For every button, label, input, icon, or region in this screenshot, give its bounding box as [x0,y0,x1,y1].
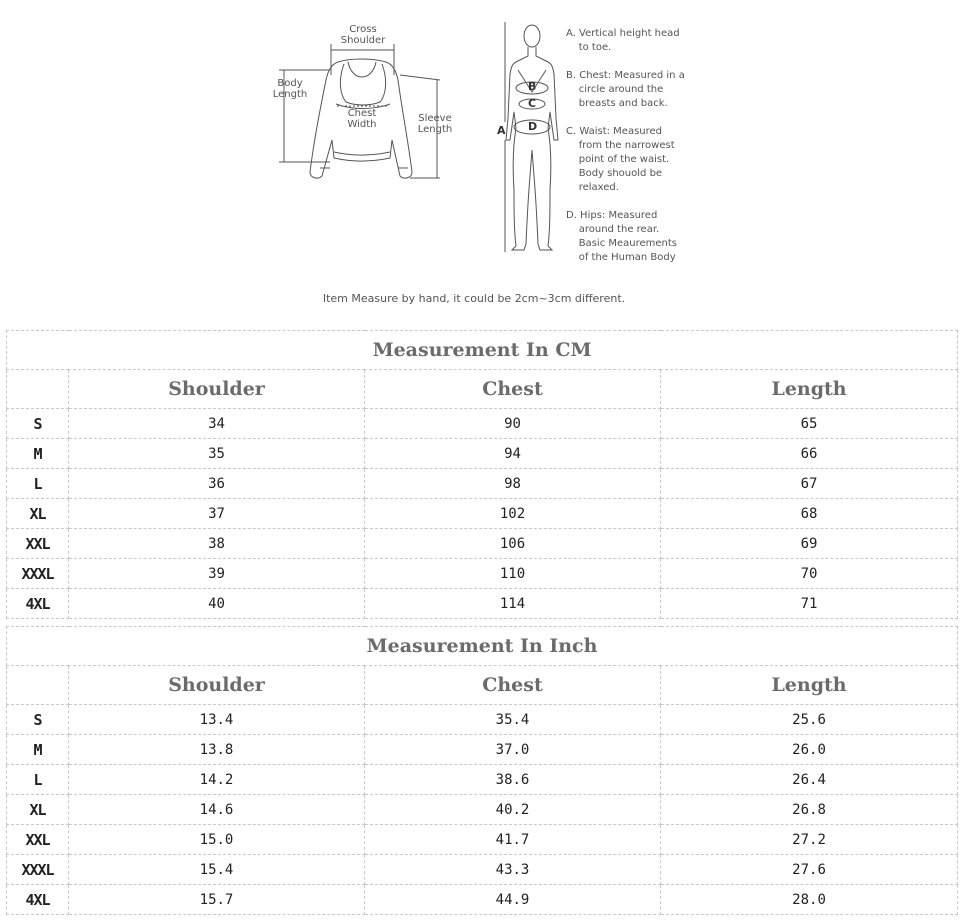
chest-value: 44.9 [365,885,661,915]
size-label: XXL [7,529,69,559]
inch-header-blank [7,666,69,705]
length-value: 26.0 [661,735,958,765]
table-row [7,795,958,825]
chest-value: 90 [365,409,661,439]
length-value: 25.6 [661,705,958,735]
table-row [7,735,958,765]
inch-header-chest: Chest [365,666,661,705]
length-value: 69 [661,529,958,559]
note-b: B. Chest: Measured in a circle around the breasts and back. [566,70,685,109]
shoulder-value: 40 [69,589,365,619]
length-value: 70 [661,559,958,589]
chest-width-label: Chest Width [347,108,377,130]
shoulder-value: 13.8 [69,735,365,765]
cm-table-title: Measurement In CM [7,331,958,370]
table-row [7,705,958,735]
chest-value: 41.7 [365,825,661,855]
length-value: 71 [661,589,958,619]
table-row [7,499,958,529]
inch-header-length: Length [661,666,958,705]
cross-shoulder-label: Cross Shoulder [340,24,386,46]
length-value: 26.8 [661,795,958,825]
table-row [7,855,958,885]
shoulder-value: 34 [69,409,365,439]
cm-size-table [6,330,958,619]
shoulder-value: 35 [69,439,365,469]
table-row [7,765,958,795]
table-row [7,885,958,915]
size-label: L [7,765,69,795]
shoulder-value: 14.2 [69,765,365,795]
garment-and-body-sketch [0,0,962,290]
letter-d: D [528,120,538,133]
chest-value: 114 [365,589,661,619]
length-value: 28.0 [661,885,958,915]
cm-header-shoulder: Shoulder [69,370,365,409]
chest-value: 43.3 [365,855,661,885]
table-row [7,409,958,439]
note-c: C. Waist: Measured from the narrowest point of the waist. Body shouold be relaxed. [566,126,675,193]
size-label: 4XL [7,589,69,619]
table-row [7,469,958,499]
chest-value: 98 [365,469,661,499]
chest-value: 35.4 [365,705,661,735]
cm-header-blank [7,370,69,409]
size-label: XXXL [7,855,69,885]
inch-header-shoulder: Shoulder [69,666,365,705]
size-label: XL [7,499,69,529]
letter-c: C [528,97,537,110]
chest-value: 106 [365,529,661,559]
table-row [7,589,958,619]
inch-size-table [6,626,958,915]
shoulder-value: 15.7 [69,885,365,915]
chest-value: 94 [365,439,661,469]
table-row [7,825,958,855]
size-label: M [7,735,69,765]
sleeve-length-label: Sleeve Length [417,113,453,135]
size-label: S [7,409,69,439]
size-label: XXXL [7,559,69,589]
length-value: 65 [661,409,958,439]
shoulder-value: 36 [69,469,365,499]
size-label: S [7,705,69,735]
size-label: XXL [7,825,69,855]
size-label: 4XL [7,885,69,915]
length-value: 26.4 [661,765,958,795]
length-value: 67 [661,469,958,499]
length-value: 27.2 [661,825,958,855]
size-label: L [7,469,69,499]
shoulder-value: 14.6 [69,795,365,825]
table-row [7,559,958,589]
shoulder-value: 37 [69,499,365,529]
chest-value: 102 [365,499,661,529]
shoulder-value: 39 [69,559,365,589]
letter-b: B [528,80,537,93]
body-length-label: Body Length [272,78,308,100]
shoulder-value: 15.4 [69,855,365,885]
table-row [7,439,958,469]
letter-a: A [497,124,506,137]
shoulder-value: 15.0 [69,825,365,855]
cm-header-chest: Chest [365,370,661,409]
inch-table-title: Measurement In Inch [7,627,958,666]
length-value: 68 [661,499,958,529]
size-label: M [7,439,69,469]
chest-value: 110 [365,559,661,589]
chest-value: 38.6 [365,765,661,795]
shoulder-value: 38 [69,529,365,559]
measurement-diagram [0,0,962,320]
length-value: 27.6 [661,855,958,885]
length-value: 66 [661,439,958,469]
table-row [7,529,958,559]
cm-header-length: Length [661,370,958,409]
chest-value: 40.2 [365,795,661,825]
size-label: XL [7,795,69,825]
note-a: A. Vertical height head to toe. [566,28,680,53]
measure-disclaimer: Item Measure by hand, it could be 2cm~3cm different. [322,292,626,305]
shoulder-value: 13.4 [69,705,365,735]
chest-value: 37.0 [365,735,661,765]
note-d: D. Hips: Measured around the rear. Basic Meaurements of the Human Body [566,210,678,263]
